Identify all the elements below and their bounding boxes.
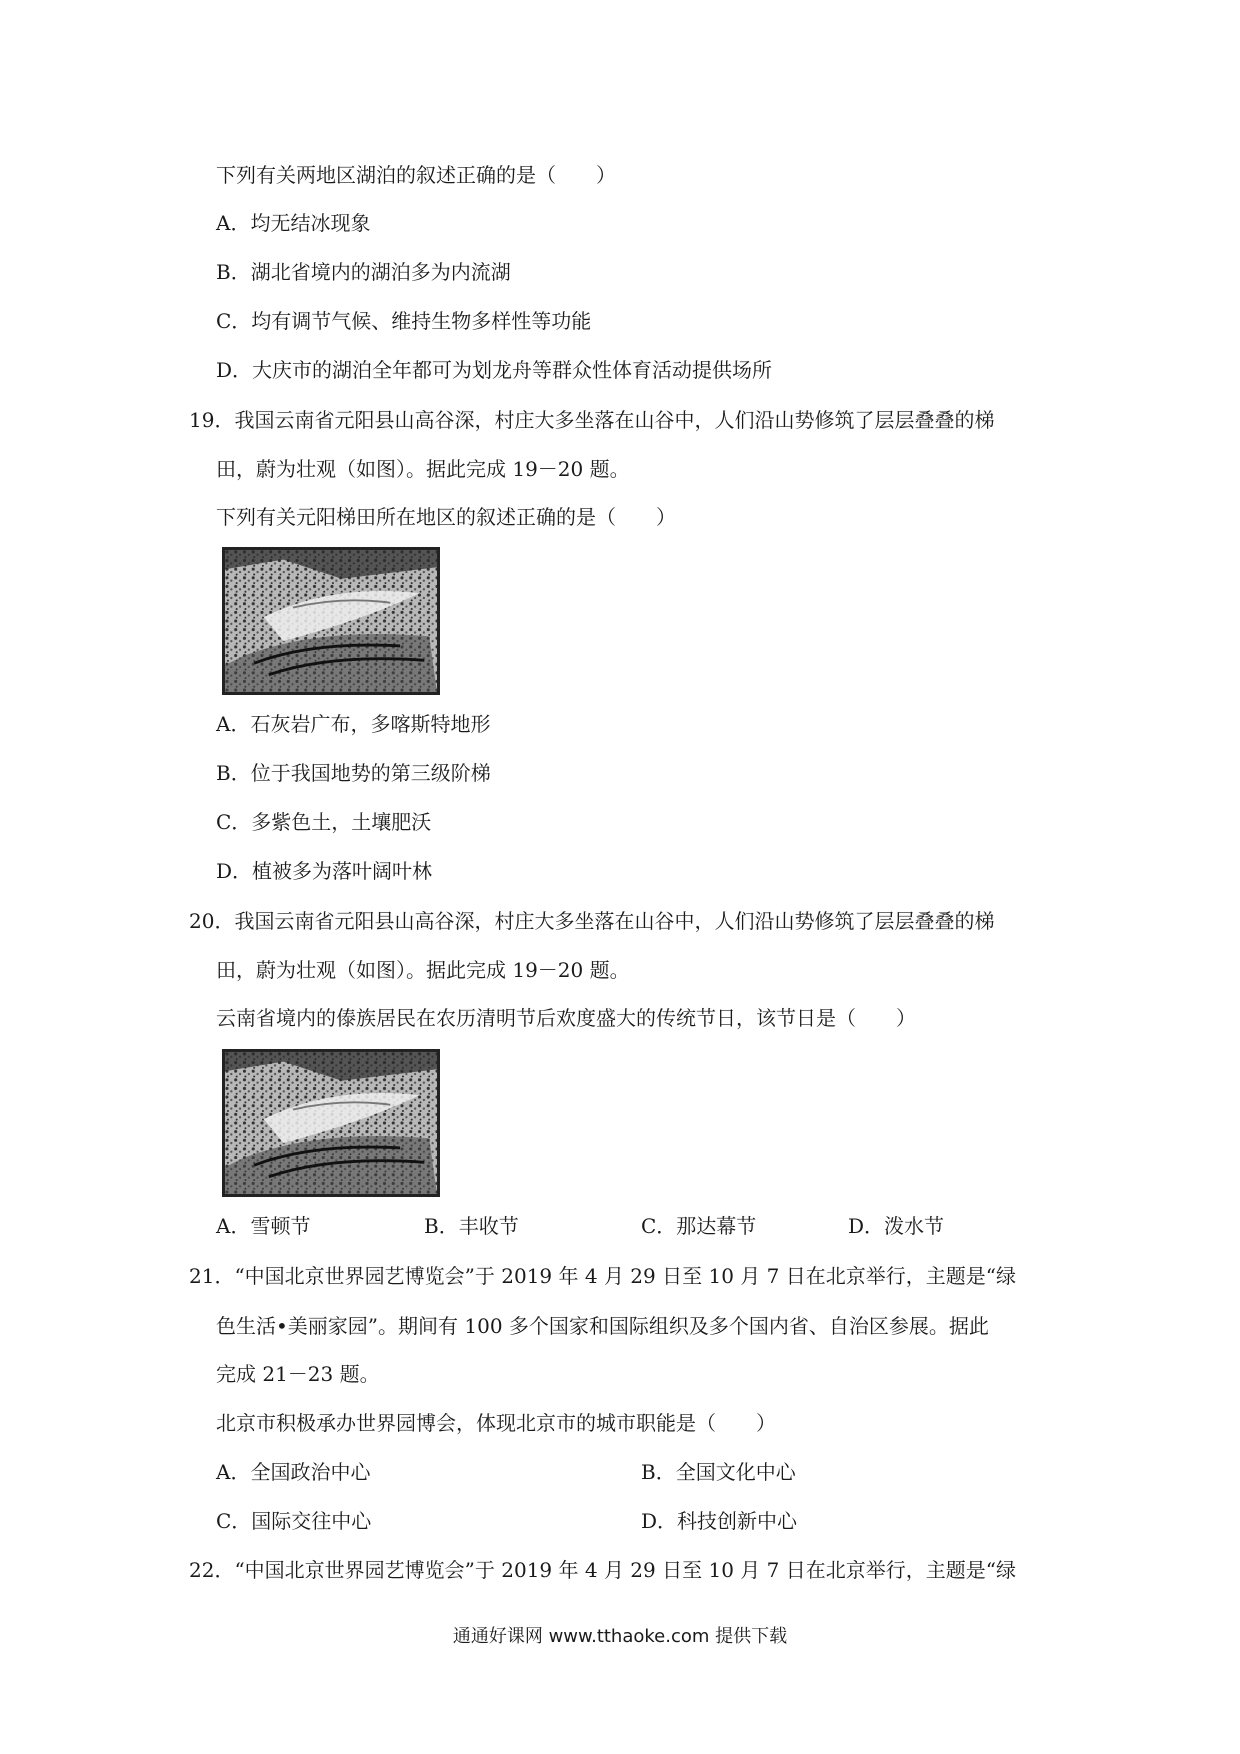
q20-option-b: B．丰收节 [424,1214,519,1238]
q21-intro-line3: 完成 21－23 题。 [216,1362,380,1386]
q19-intro-line1: 19．我国云南省元阳县山高谷深，村庄大多坐落在山谷中，人们沿山势修筑了层层叠叠的梯 [189,408,995,432]
q18-option-c: C．均有调节气候、维持生物多样性等功能 [216,309,592,333]
q22-intro-line1: 22．“中国北京世界园艺博览会”于 2019 年 4 月 29 日至 10 月 7 日在北京举行，主题是“绿 [189,1558,1016,1582]
q19-option-d: D．植被多为落叶阔叶林 [216,859,433,883]
q19-option-c: C．多紫色土，土壤肥沃 [216,810,432,834]
q20-option-c: C．那达幕节 [641,1214,757,1238]
q18-stem: 下列有关两地区湖泊的叙述正确的是（ ） [216,163,616,187]
q18-option-b: B．湖北省境内的湖泊多为内流湖 [216,260,511,284]
q21-stem: 北京市积极承办世界园博会，体现北京市的城市职能是（ ） [216,1411,776,1435]
footer-download-note: 通通好课网 www.tthaoke.com 提供下载 [452,1626,788,1647]
q18-option-a: A．均无结冰现象 [216,211,371,235]
q21-intro-line2: 色生活•美丽家园”。期间有 100 多个国家和国际组织及多个国内省、自治区参展。据此 [216,1314,989,1338]
terraced-fields-photo [222,547,440,695]
q21-option-d: D．科技创新中心 [641,1509,798,1533]
q21-intro-line1: 21．“中国北京世界园艺博览会”于 2019 年 4 月 29 日至 10 月 7 日在北京举行，主题是“绿 [189,1264,1016,1288]
q19-option-b: B．位于我国地势的第三级阶梯 [216,761,491,785]
terraced-fields-photo [222,1049,440,1197]
q20-option-d: D．泼水节 [848,1214,945,1238]
q18-option-d: D．大庆市的湖泊全年都可为划龙舟等群众性体育活动提供场所 [216,358,773,382]
q20-option-a: A．雪顿节 [216,1214,311,1238]
q19-intro-line2: 田，蔚为壮观（如图）。据此完成 19－20 题。 [216,457,630,481]
q19-stem: 下列有关元阳梯田所在地区的叙述正确的是（ ） [216,505,676,529]
q21-option-b: B．全国文化中心 [641,1460,796,1484]
q20-intro-line1: 20．我国云南省元阳县山高谷深，村庄大多坐落在山谷中，人们沿山势修筑了层层叠叠的梯 [189,909,995,933]
q20-intro-line2: 田，蔚为壮观（如图）。据此完成 19－20 题。 [216,958,630,982]
q19-option-a: A．石灰岩广布，多喀斯特地形 [216,712,491,736]
q21-option-a: A．全国政治中心 [216,1460,371,1484]
q20-stem: 云南省境内的傣族居民在农历清明节后欢度盛大的传统节日，该节日是（ ） [216,1006,916,1030]
q21-option-c: C．国际交往中心 [216,1509,372,1533]
